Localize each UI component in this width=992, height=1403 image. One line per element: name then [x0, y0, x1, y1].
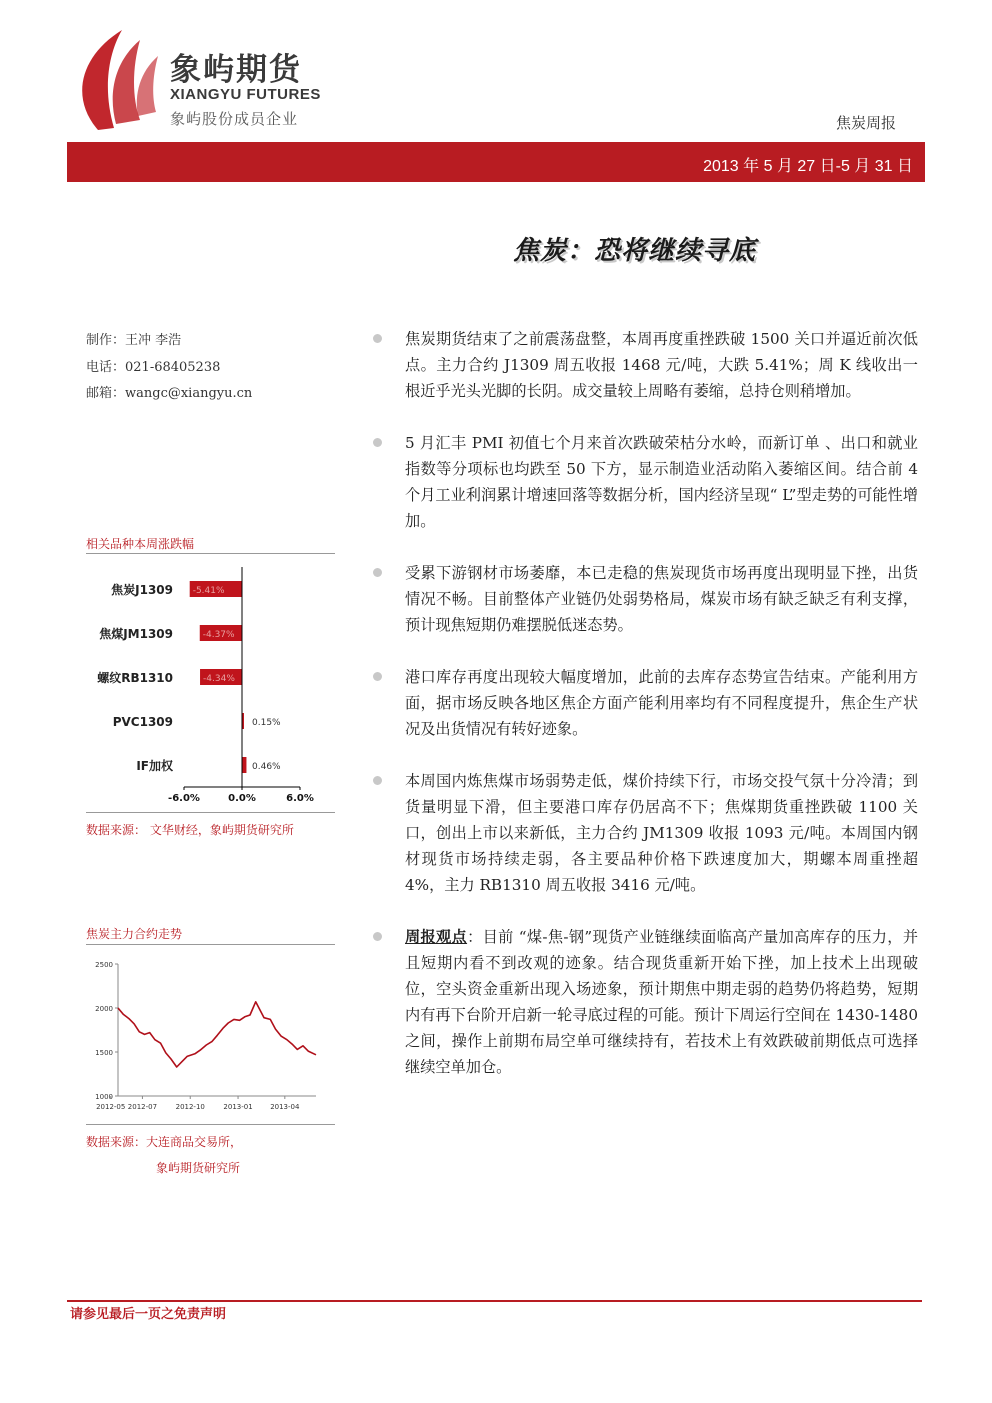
- bar-chart-source: 数据来源： 文华财经，象屿期货研究所: [86, 823, 294, 837]
- summary-bullets: [370, 326, 918, 1106]
- line-y-tick-label: 1500: [95, 1049, 113, 1057]
- company-logo-icon: [78, 28, 160, 132]
- divider: [86, 944, 335, 945]
- bar-value-label: -4.37%: [202, 630, 235, 640]
- bullet-paragraph: 港口库存再度出现较大幅度增加，此前的去库存态势宣告结束。产能利用方面，据市场反映各地区焦企方面产能利用率均有不同程度提升，焦企生产状况及出货情况有转好迹象。: [370, 664, 918, 742]
- line-y-tick-label: 1000: [95, 1093, 113, 1101]
- date-range: 2013 年 5 月 27 日-5 月 31 日: [703, 158, 913, 175]
- bullet-paragraph: 焦炭期货结束了之前震荡盘整，本周再度重挫跌破 1500 关口并逼近前次低点。主力合约 J1309 周五收报 1468 元/吨，大跌 5.41%；周 K 线收出一根近乎光头光脚的长阴。成交量较上周略有萎缩，总持仓则稍增加。: [370, 326, 918, 404]
- bar-value-label: 0.46%: [252, 762, 281, 772]
- price-series-line: [118, 1002, 316, 1067]
- bar-category-label: 焦炭J1309: [111, 583, 173, 597]
- line-y-tick-label: 2500: [95, 961, 113, 969]
- bullet-dot-icon: [373, 672, 382, 681]
- line-x-tick-label: 2013-01: [223, 1103, 253, 1111]
- line-chart-source-1: 数据来源：大连商品交易所，: [86, 1135, 243, 1149]
- bar-category-label: 焦煤JM1309: [99, 627, 173, 641]
- brand-subtitle: 象屿股份成员企业: [170, 110, 299, 128]
- line-y-tick-label: 2000: [95, 1005, 113, 1013]
- bullet-dot-icon: [373, 334, 382, 343]
- line-chart-title: 焦炭主力合约走势: [86, 927, 183, 941]
- brand-name-en: XIANGYU FUTURES: [170, 86, 321, 103]
- email-line: 邮箱：wangc@xiangyu.cn: [86, 386, 253, 401]
- bar-x-tick-label: -6.0%: [168, 793, 200, 804]
- line-x-tick-label: 2012-05: [96, 1103, 126, 1111]
- bullet-dot-icon: [373, 438, 382, 447]
- disclaimer-link[interactable]: 请参见最后一页之免责声明: [70, 1307, 227, 1322]
- divider: [86, 553, 335, 554]
- divider: [86, 1124, 335, 1125]
- line-chart-source-2: 象屿期货研究所: [156, 1161, 241, 1175]
- bar-value-label: 0.15%: [252, 718, 281, 728]
- phone-line: 电话：021-68405238: [86, 360, 221, 375]
- page-title: 焦炭：恐将继续寻底: [513, 236, 757, 266]
- bar-value-label: -5.41%: [192, 586, 225, 596]
- line-x-tick-label: 2013-04: [270, 1103, 300, 1111]
- bar-x-tick-label: 6.0%: [286, 793, 314, 804]
- brand-name-cn: 象屿期货: [170, 52, 302, 88]
- line-x-tick-label: 2012-10: [175, 1103, 205, 1111]
- footer-line: [67, 1300, 922, 1302]
- bullet-dot-icon: [373, 568, 382, 577]
- bar-category-label: PVC1309: [112, 715, 173, 729]
- bullet-dot-icon: [373, 776, 382, 785]
- bullet-paragraph: 5 月汇丰 PMI 初值七个月来首次跌破荣枯分水岭，而新订单 、出口和就业指数等分项标也均跌至 50 下方，显示制造业活动陷入萎缩区间。结合前 4 个月工业利润累计增速回落等数据分析，国内经济呈现“ L”型走势的可能性增加。: [370, 430, 918, 534]
- line-x-tick-label: 2012-07: [127, 1103, 158, 1111]
- bar-category-label: 螺纹RB1310: [97, 671, 173, 685]
- line-chart: [86, 950, 335, 1120]
- author-line: 制作：王冲 李浩: [86, 333, 182, 348]
- bar-x-tick-label: 0.0%: [228, 793, 256, 804]
- bullet-paragraph: 受累下游钢材市场萎靡，本已走稳的焦炭现货市场再度出现明显下挫，出货情况不畅。目前整体产业链仍处弱势格局，煤炭市场有缺乏缺乏有利支撑，预计现焦短期仍难摆脱低迷态势。: [370, 560, 918, 638]
- bar-value-label: -4.34%: [203, 674, 235, 684]
- divider: [86, 812, 335, 813]
- bullet-dot-icon: [373, 932, 382, 941]
- bar-chart: [86, 555, 335, 810]
- bar-category-label: IF加权: [136, 759, 173, 773]
- header-bar: [67, 142, 925, 182]
- bullet-paragraph: 周报观点：目前 “煤-焦-钢”现货产业链继续面临高产量加高库存的压力，并且短期内看不到改观的迹象。结合现货重新开始下挫，加上技术上出现破位，空头资金重新出现入场迹象，预计期焦中期走弱的趋势仍将趋势，短期内有再下台阶开启新一轮寻底过程的可能。预计下周运行空间在 1430-1480 之间，操作上前期布局空单可继续持有，若技术上有效跌破前期低点可选择继续空单加仓。: [370, 924, 918, 1080]
- report-type: 焦炭周报: [835, 114, 896, 132]
- bar-chart-title: 相关品种本周涨跌幅: [86, 537, 195, 551]
- bullet-paragraph: 本周国内炼焦煤市场弱势走低，煤价持续下行，市场交投气氛十分冷清；到货量明显下滑，但主要港口库存仍居高不下；焦煤期货重挫跌破 1100 关口，创出上市以来新低，主力合约 JM1309 收报 1093 元/吨。本周国内钢材现货市场持续走弱，各主要品种价格下跌速度加大，期螺本周重挫超 4%，主力 RB1310 周五收报 3416 元/吨。: [370, 768, 918, 898]
- bar: [242, 757, 246, 773]
